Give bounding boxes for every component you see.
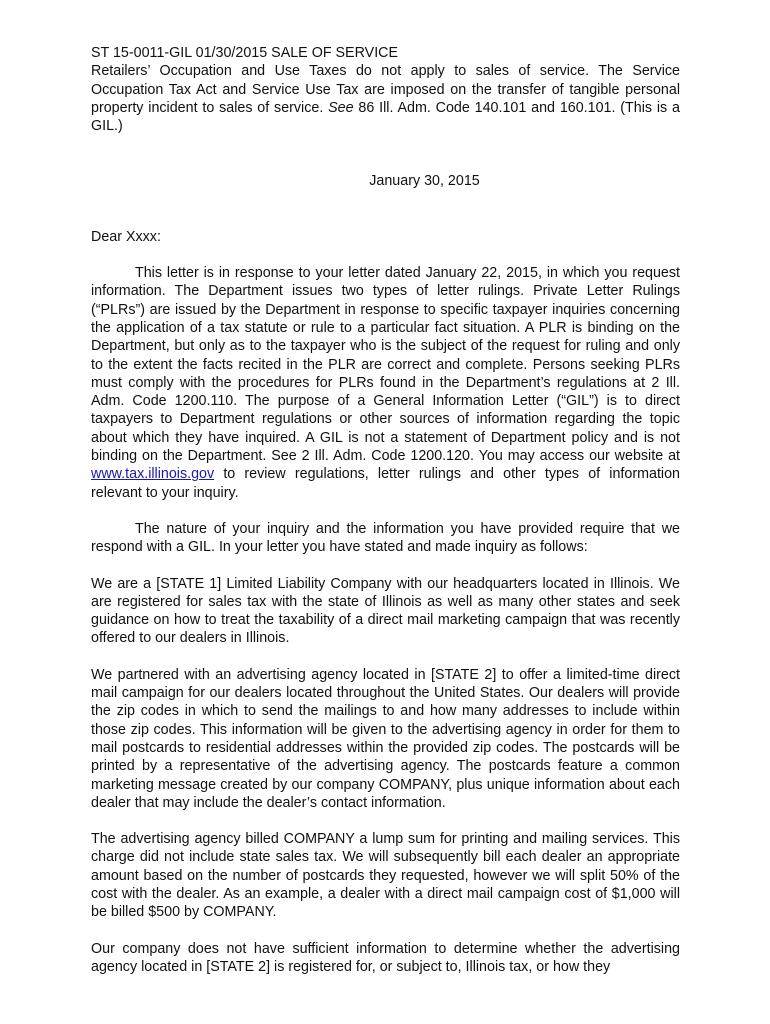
- summary-citation: 86 Ill. Adm. Code 140.101 and 160.101. (This is a GIL.): [91, 99, 680, 135]
- nature-paragraph: The nature of your inquiry and the information you have provided require that we respond with a GIL. In your letter you have stated and made inquiry as follows:: [91, 520, 680, 556]
- letter-page: [91, 44, 680, 976]
- intro-paragraph: [91, 264, 680, 502]
- ruling-summary: [91, 62, 680, 135]
- inquiry-paragraph: We are a [STATE 1] Limited Liability Company with our headquarters located in Illinois. We are registered for sales tax with the state of Illinois as well as many other states and seek guidance on how to treat the taxability of a direct mail marketing campaign that was recently offered to our dealers in Illinois.: [91, 575, 680, 647]
- letter-date: January 30, 2015: [369, 173, 480, 190]
- inquiry-paragraph: Our company does not have sufficient information to determine whether the advertising agency located in [STATE 2] is registered for, or subject to, Illinois tax, or how they: [91, 940, 680, 975]
- intro-text: This letter is in response to your letter dated January 22, 2015, in which you request information. The Department issues two types of letter rulings. Private Letter Rulings (“PLRs”) are issued by the Department in response to specific taxpayer inquiries concerning the application of a tax statute or rule to a particular fact situation. A PLR is binding on the Department, but only as to the taxpayer who is the subject of the request for ruling and only to the extent the facts recited in the PLR are correct and complete. Persons seeking PLRs must comply with the procedures for PLRs found in the Department’s regulations at 2 Ill. Adm. Code 1200.110. The purpose of a General Information Letter (“GIL”) is to direct taxpayers to Department regulations or other sources of information regarding the topic about which they have inquired. A GIL is not a statement of Department policy and is not binding on the Department. See 2 Ill. Adm. Code 1200.120. You may access our website at: [91, 265, 680, 465]
- summary-text: Retailers’ Occupation and Use Taxes do not apply to sales of service. The Service Occupation Tax Act and Service Use Tax are imposed on the transfer of tangible personal property incident to sales of service.: [91, 63, 680, 116]
- inquiry-paragraph: We partnered with an advertising agency located in [STATE 2] to offer a limited-time direct mail campaign for our dealers located throughout the United States. Our dealers will provide the zip codes in which to send the mailings to and how many addresses to include within those zip codes. This information will be given to the advertising agency in order for them to mail postcards to residential addresses within the provided zip codes. The postcards will be printed by a representative of the advertising agency. The postcards feature a common marketing message created by our company COMPANY, plus unique information about each dealer that may include the dealer’s contact information.: [91, 666, 680, 811]
- summary-see: See: [328, 99, 354, 116]
- document-title: ST 15-0011-GIL 01/30/2015 SALE OF SERVICE: [91, 45, 399, 61]
- intro-text-end: to review regulations, letter rulings and other types of information relevant to your inquiry.: [91, 466, 680, 501]
- salutation: Dear Xxxx:: [91, 228, 161, 245]
- website-link[interactable]: www.tax.illinois.gov: [91, 466, 215, 483]
- inquiry-paragraph: The advertising agency billed COMPANY a lump sum for printing and mailing services. This charge did not include state sales tax. We will subsequently bill each dealer an appropriate amount based on the number of postcards they requested, however we will split 50% of the cost with the dealer. As an example, a dealer with a direct mail campaign cost of $1,000 will be billed $500 by COMPANY.: [91, 831, 680, 921]
